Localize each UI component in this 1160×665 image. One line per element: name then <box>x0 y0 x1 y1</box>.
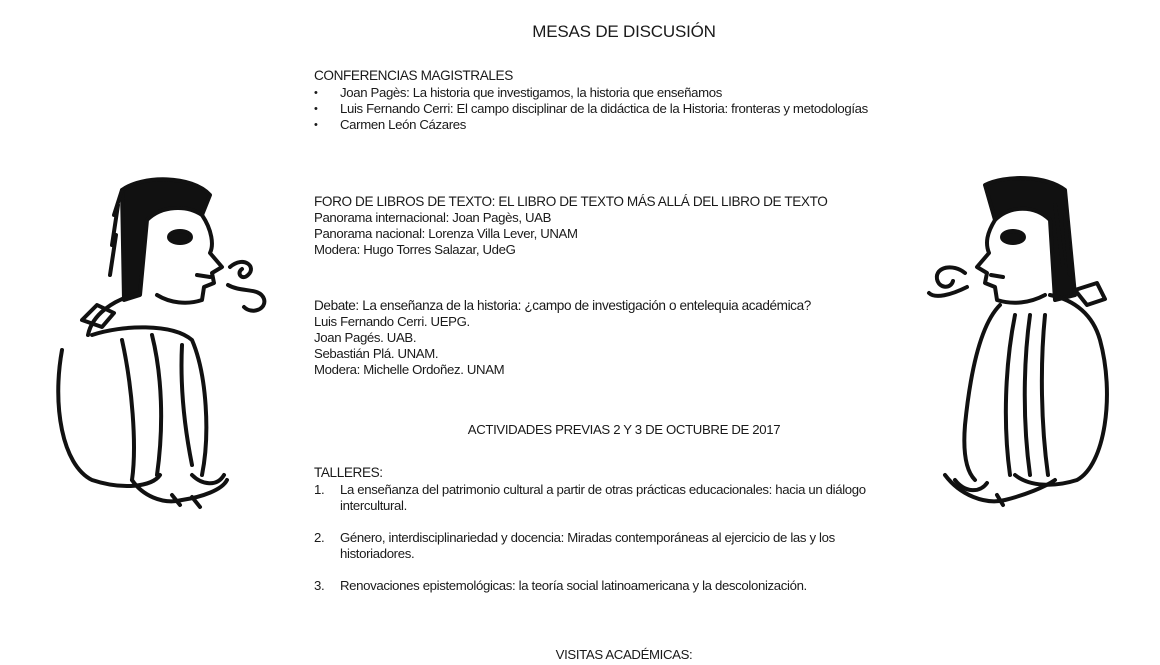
actividades-heading: ACTIVIDADES PREVIAS 2 Y 3 DE OCTUBRE DE 2017 <box>467 422 781 437</box>
foro-line: Panorama nacional: Lorenza Villa Lever, UNAM <box>314 226 578 241</box>
seated-figure-left-illustration <box>52 175 267 535</box>
debate-line: Joan Pagés. UAB. <box>314 330 417 345</box>
conferencias-section <box>314 68 934 133</box>
talleres-heading: TALLERES: <box>314 465 383 480</box>
foro-section <box>314 194 934 258</box>
debate-heading: Debate: La enseñanza de la historia: ¿campo de investigación o entelequia académica? <box>314 298 811 313</box>
talleres-section <box>314 465 934 610</box>
conferencia-item: • Luis Fernando Cerri: El campo disciplinar de la didáctica de la Historia: fronteras y metodologías <box>314 101 934 117</box>
seated-figure-right-illustration <box>905 175 1120 535</box>
taller-item: 3. Renovaciones epistemológicas: la teoría social latinoamericana y la descolonización. <box>314 578 807 593</box>
conferencias-heading: CONFERENCIAS MAGISTRALES <box>314 68 513 83</box>
debate-line: Modera: Michelle Ordoñez. UNAM <box>314 362 505 377</box>
foro-line: Modera: Hugo Torres Salazar, UdeG <box>314 242 516 257</box>
foro-line: Panorama internacional: Joan Pagès, UAB <box>314 210 552 225</box>
debate-section <box>314 298 934 378</box>
foro-heading: FORO DE LIBROS DE TEXTO: EL LIBRO DE TEXTO MÁS ALLÁ DEL LIBRO DE TEXTO <box>314 194 828 209</box>
conferencia-item: • Joan Pagès: La historia que investigamos, la historia que enseñamos <box>314 85 934 101</box>
taller-item: 2. Género, interdisciplinariedad y docencia: Miradas contemporáneas al ejercicio de las y los historiadores. <box>314 530 835 561</box>
conferencia-item: • Carmen León Cázares <box>314 117 934 133</box>
taller-item: 1. La enseñanza del patrimonio cultural a partir de otras prácticas educacionales: hacia un diálogo intercultural. <box>314 482 866 513</box>
debate-line: Sebastián Plá. UNAM. <box>314 346 439 361</box>
page-title: MESAS DE DISCUSIÓN <box>532 22 716 41</box>
debate-line: Luis Fernando Cerri. UEPG. <box>314 314 470 329</box>
visitas-heading: VISITAS ACADÉMICAS: <box>555 647 693 662</box>
